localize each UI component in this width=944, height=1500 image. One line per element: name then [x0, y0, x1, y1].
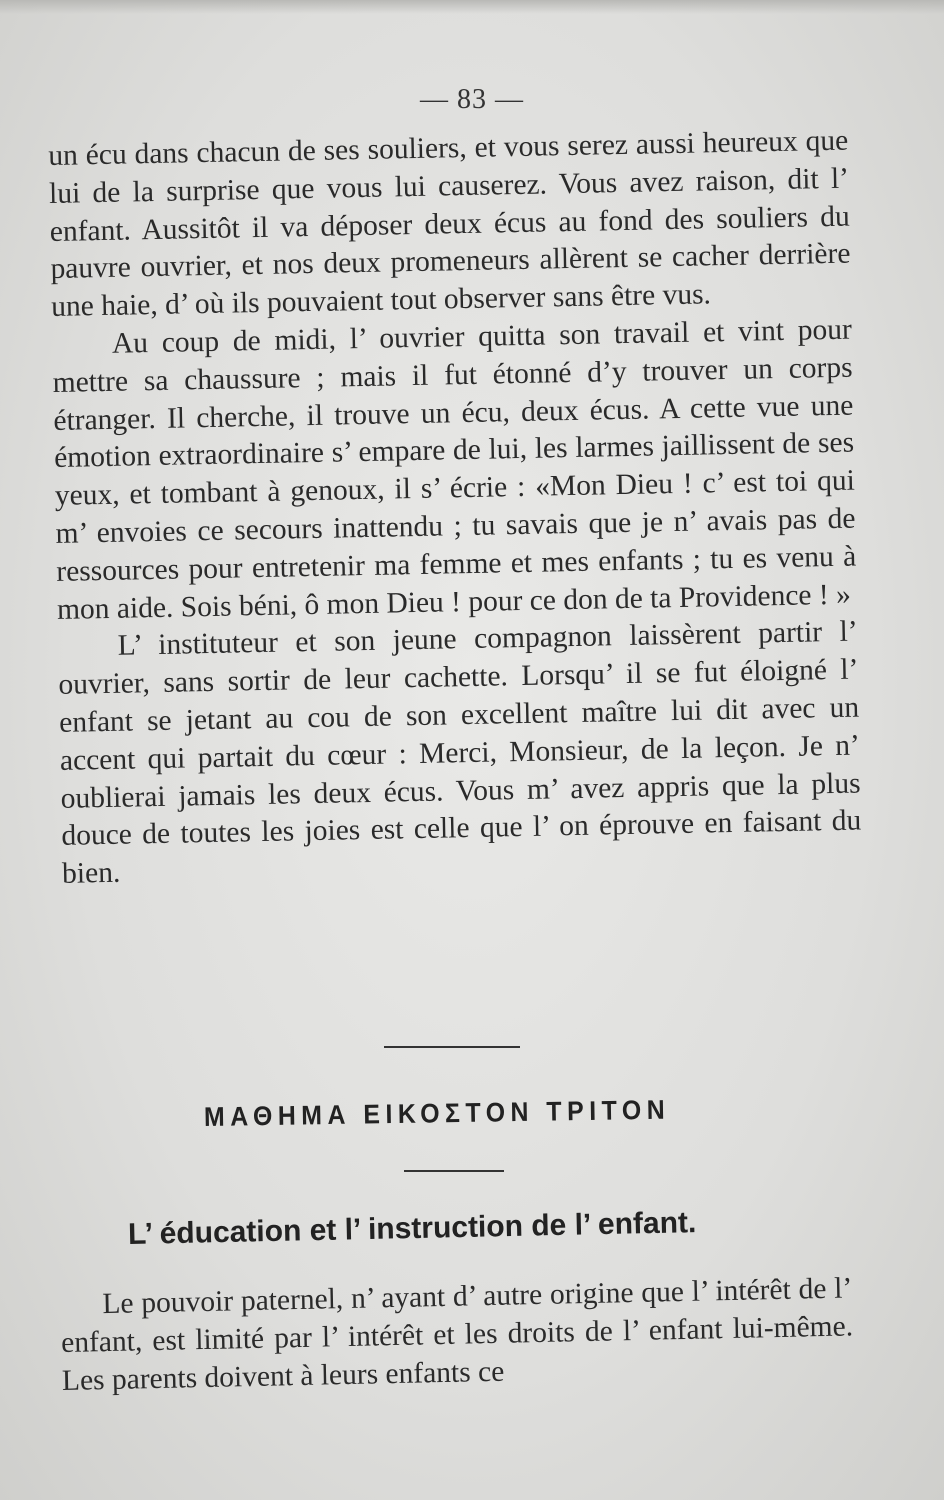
divider-rule-bottom	[404, 1170, 504, 1172]
page-top-edge-shadow	[0, 0, 944, 14]
lesson-heading: ΜΑΘΗΜΑ ΕΙΚΟΣΤΟΝ ΤΡΙΤΟΝ	[203, 1094, 671, 1132]
main-text-block	[48, 123, 862, 894]
paragraph-3: L’ instituteur et son jeune compagnon laissèrent partir l’ ouvrier, sans sortir de leur cachette. Lorsqu’ il se fut éloigné l’ enfant se jetant au cou de son excellent maître lui dit avec un accent qui partait du cœur : Merci, Monsieur, de la leçon. Je n’ oublierai jamais les deux écus. Vous m’ avez appris que la plus douce de toutes les joies est celle que l’ on éprouve en faisant du bien.	[58, 615, 862, 891]
page-number: — 83 —	[420, 84, 524, 115]
section-title: L’ éducation et l’ instruction de l’ enfant.	[127, 1206, 697, 1251]
lesson-paragraph: Le pouvoir paternel, n’ ayant d’ autre origine que l’ intérêt de l’ enfant, est limité par l’ intérêt et les droits de l’ enfant lui-même. Les parents doivent à leurs enfants ce	[60, 1272, 854, 1397]
paragraph-1: un écu dans chacun de ses souliers, et vous serez aussi heureux que lui de la surprise que vous lui causerez. Vous avez raison, dit l’ enfant. Aussitôt il va déposer deux écus au fond des souliers du pauvre ouvrier, et nos deux promeneurs allèrent se cacher derrière une haie, d’ où ils pouvaient tout observer sans être vus.	[48, 124, 851, 324]
divider-rule-top	[384, 1046, 520, 1048]
paragraph-2: Au coup de midi, l’ ouvrier quitta son travail et vint pour mettre sa chaussure ; mais il fut étonné d’y trouver un corps étranger. Il cherche, il trouve un écu, deux écus. A cette vue une émotion extraordinaire s’ empare de lui, les larmes jaillissent de ses yeux, et tombant à genoux, il s’ écrie : «Mon Dieu ! c’ est toi qui m’ envoies ce secours inattendu ; tu savais que je n’ avais pas de ressources pour entretenir ma femme et mes enfants ; tu es venu à mon aide. Sois béni, ô mon Dieu ! pour ce don de ta Providence ! »	[52, 313, 857, 626]
lesson-text-block	[60, 1269, 854, 1400]
